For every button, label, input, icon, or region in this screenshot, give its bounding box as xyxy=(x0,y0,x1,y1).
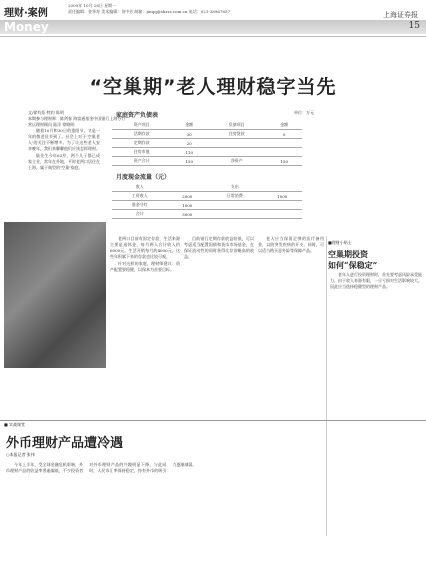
editor-info: 责任编辑：金华寿 美术编辑：刘中芳 邮箱：jinqq@shzzs.com.cn 电话：021-38967657 xyxy=(68,9,231,14)
tips-label: ■理财小贴士 xyxy=(328,240,352,245)
table-row xyxy=(112,192,302,201)
article-byline: 文/徐有炬 特约 陈明 本期参与理财师：陈剑春 海富通基金中国银行上海分行营运理财顾问 陆洋 徐晓明 xyxy=(28,110,126,127)
table-cell: 资产合计 xyxy=(112,157,171,166)
balance-sheet-table xyxy=(106,108,332,219)
body-column-2 xyxy=(110,236,180,416)
paragraph: 随着10月和30日的重阳节，又是一年的敬老佳节到了。社会上对于'空巢老人'的关注不断增多。为了让这些老人安享晚年，我们来聊聊他们应该怎样理财。 xyxy=(28,128,100,151)
table-row xyxy=(112,139,302,148)
table-unit: 单位：万元 xyxy=(294,110,314,115)
table-cell: 基金分红 xyxy=(112,201,168,210)
body-column-1 xyxy=(28,128,100,218)
table-row xyxy=(112,130,302,139)
table-cell xyxy=(266,139,302,148)
tips-title: 空巢期投资 如何“保稳定” xyxy=(328,249,378,270)
table-row xyxy=(112,148,302,157)
paragraph: 今年上半年，受全球金融危机影响，外币理财产品的收益率普遍偏低，不少投资者对外币理财产品的兴趣明显下降。与此同时，人民币汇率保持稳定，持有外币的吸引力逐渐减弱。 xyxy=(6,462,197,473)
section2-body xyxy=(6,462,416,574)
table-cell xyxy=(207,139,266,148)
body-column-4 xyxy=(258,236,324,416)
table-cell: 1000 xyxy=(168,201,207,210)
table-cell: 110 xyxy=(171,148,207,157)
table-cell: 3000 xyxy=(168,210,207,219)
table-header: 金额 xyxy=(171,121,207,130)
table-cell: 150 xyxy=(266,157,302,166)
table-header xyxy=(168,183,207,192)
table-cell: 30 xyxy=(171,130,207,139)
paragraph: 老两口目前有固定存款，生活来源主要是退休金，每月两人合计收入约6000元。生活开销每月约4000元。这些年积累下来的存款也比较可观。 xyxy=(110,236,180,259)
article-headline: “空巢期”老人理财稳字当先 xyxy=(89,76,337,98)
table-cell xyxy=(263,201,302,210)
money-label: Money xyxy=(4,20,49,34)
table-header: 负债项目 xyxy=(207,121,266,130)
table-header-row xyxy=(112,121,302,130)
money-banner xyxy=(0,20,426,34)
paragraph: 老人应当保留足够的医疗备用金，以防突发疾病的开支。同时，可以适当购买意外险等保障产品。 xyxy=(258,236,324,253)
table-cell: 住房贷款 xyxy=(207,130,266,139)
table-header: 金额 xyxy=(266,121,302,130)
section2-headline: 外币理财产品遭冷遇 xyxy=(6,436,124,451)
header-meta xyxy=(68,3,298,15)
section2-label: ■ 实战课堂 xyxy=(4,422,26,427)
table-cell: 净资产 xyxy=(207,157,266,166)
section-label: 理财·案例 xyxy=(4,8,48,19)
table-cell: 合计 xyxy=(112,210,168,219)
table-row xyxy=(112,157,302,166)
section-divider xyxy=(0,420,426,421)
table-cell xyxy=(207,210,263,219)
table-cell: 1000 xyxy=(263,192,302,201)
paragraph: 目前银行定期存款收益较低，可以考虑适当配置国债和货币市场基金，在保证流动性的同时获得比存款略高的收益。 xyxy=(184,236,254,259)
body-column-3 xyxy=(184,236,254,416)
table-cell: 日常消费 xyxy=(207,192,263,201)
cashflow-title: 月度现金流量（元） xyxy=(116,174,171,181)
table-cell: 定期存款 xyxy=(112,139,171,148)
paragraph: 针对这样的家庭，理财师建议：资产配置要稳健，以保本为首要目标。 xyxy=(110,261,180,272)
table-cell: 工资收入 xyxy=(112,192,168,201)
table-header: 资产项目 xyxy=(112,121,171,130)
table-cell xyxy=(207,148,266,157)
newspaper-brand: 上海证券报 xyxy=(383,11,418,19)
table-cell: 2000 xyxy=(168,192,207,201)
table-cell xyxy=(207,201,263,210)
section2-author: ○本报记者 张伟 xyxy=(6,452,35,457)
table-cell: 0 xyxy=(266,130,302,139)
paragraph: 老年人进行投资理财时，首先要考虑风险承受能力。由于收入来源有限，一旦亏损对生活影响较大。因此应当选择稳健型的理财产品。 xyxy=(330,272,422,289)
paragraph: 陆先生今年63岁，两个儿子都已成家立业，常年在外地，平时老两口居住在上海，属于典型的'空巢'家庭。 xyxy=(28,153,100,170)
page-header xyxy=(0,0,426,60)
table-cell: 150 xyxy=(171,157,207,166)
table-title: 家庭资产负债表 xyxy=(116,112,159,119)
article-photo xyxy=(4,222,106,368)
table-header: 支出 xyxy=(207,183,263,192)
table-row xyxy=(112,201,302,210)
table-cell: 活期存款 xyxy=(112,130,171,139)
table-header-row xyxy=(112,183,302,192)
table-cell: 住房市值 xyxy=(112,148,171,157)
table-cell: 20 xyxy=(171,139,207,148)
table-cell xyxy=(263,210,302,219)
table-header xyxy=(263,183,302,192)
table-cell xyxy=(266,148,302,157)
page-number: 15 xyxy=(408,21,420,31)
issue-date: 2009年 10月 26日 星期一 xyxy=(68,3,117,8)
table-row xyxy=(112,210,302,219)
tips-column xyxy=(330,272,422,416)
header-rule xyxy=(0,36,426,37)
table-header: 收入 xyxy=(112,183,168,192)
